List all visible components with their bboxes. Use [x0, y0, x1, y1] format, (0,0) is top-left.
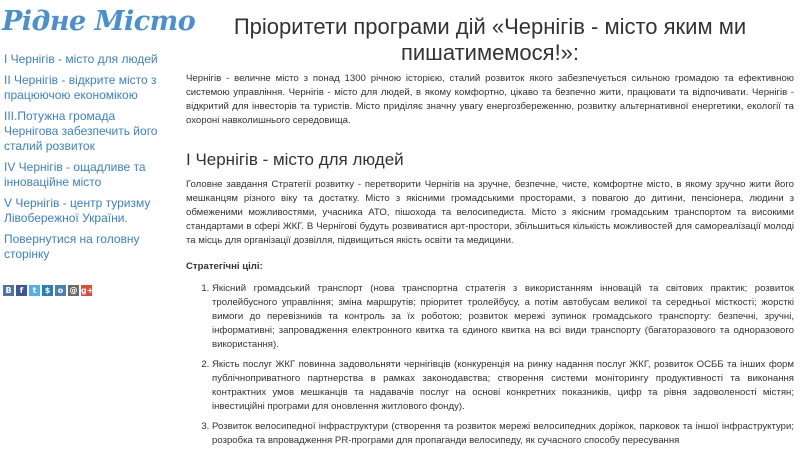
sidebar-nav: [4, 52, 170, 268]
mailru-icon[interactable]: @: [69, 286, 78, 295]
sidebar-item-tourism[interactable]: V Чернігів - центр туризму Лівобережної України.: [4, 196, 151, 225]
sidebar: [0, 0, 196, 450]
back-to-home-link[interactable]: Повернутися на головну сторінку: [4, 232, 140, 261]
list-item: 2. Якість послуг ЖКГ повинна задовольняти чернігівців (конкуренція на ринку надання послуг ЖКГ, розвиток ОСББ та інших форм публічноприватного партнерства в рамках законодавства; створення системи моніторингу продуктивності та виконання контрактних умов мешканців та надавачів послуг на основі конкретних показників, цифр та рівня задоволеності містян; інвестиційні програми для оновлення житлового фонду).: [212, 358, 794, 414]
list-item: 3. Розвиток велосипедної інфраструктури (створення та розвиток мережі велосипедних доріжок, парковок та іншої інфраструктури; розробка та впровадження PR-програми для пропаганди велосипеду, як сучасного способу пересування: [212, 420, 794, 448]
twitter-icon[interactable]: t: [29, 285, 40, 296]
goals-title: Стратегічні цілі:: [186, 261, 263, 272]
social-share-bar: [3, 285, 92, 296]
site-logo[interactable]: Рідне Місто: [2, 6, 196, 37]
sidebar-item-community[interactable]: ІІІ.Потужна громада Чернігова забезпечить його сталий розвиток: [4, 109, 158, 153]
sidebar-item-people[interactable]: І Чернігів - місто для людей: [4, 52, 158, 66]
intro-paragraph: Чернігів - величне місто з понад 1300 річною історією, сталий розвиток якого забезпечується сильною громадою та ефективною системою управління. Чернігів - місто для людей, в якому комфортно, цікаво та безпечно жити, працювати та відпочивати. Чернігів - відкритий для інвесторів та туристів. Місто приділяє значну увагу енергозбереженню, розвитку альтернативної енергетики, екології та охороні навколишнього середовища.: [186, 73, 794, 126]
odnoklassniki-icon[interactable]: о: [55, 285, 66, 296]
main-content: [186, 0, 794, 450]
sidebar-item-economy[interactable]: ІІ Чернігів - відкрите місто з працюючою економікою: [4, 73, 157, 102]
livejournal-icon[interactable]: $: [42, 285, 53, 296]
list-item: 1. Якісний громадський транспорт (нова транспортна стратегія з використанням інновацій та світових практик; розвиток тролейбусного управління; зміна маршрутів; пріоритет тролейбусу, а потім автобусам великої та середньої місткості; жорсткі вимоги до перевізників та контроль за їх роботою; розвиток мережі зупинок громадського транспорту: безпечні, зручні, інформативні; запровадження електронного квитка та єдиного квитка на всі види транспорту (багаторазового та одноразового використання).: [212, 282, 794, 352]
sidebar-item-innovation[interactable]: IV Чернігів - ощадливе та інноваційне місто: [4, 160, 146, 189]
section-heading: І Чернігів - місто для людей: [186, 150, 404, 169]
page-title: Пріоритети програми дій «Чернігів - місто яким ми пишатимемося!»:: [233, 14, 747, 65]
main-task-paragraph: Головне завдання Стратегії розвитку - перетворити Чернігів на зручне, безпечне, чисте, комфортне місто, в якому зручно жити його мешканцям різного віку та достатку. Місто з якісними громадськими просторами, з повагою до дитини, пенсіонера, людини з обмеженими можливостями, учасника АТО, пішохода та велосипедиста. Місто з якісним громадським транспортом та високими стандартами в сфері ЖКГ. В Чернігові будуть розвиватися арт-простори, збільшиться кількість можливостей для самореалізації молоді та місць для організації дозвілля, підвищиться якість освіти та медицини.: [186, 179, 794, 246]
googleplus-icon[interactable]: g+: [81, 286, 94, 295]
goals-list: [186, 282, 794, 454]
vkontakte-icon[interactable]: В: [3, 285, 14, 296]
facebook-icon[interactable]: f: [16, 285, 27, 296]
